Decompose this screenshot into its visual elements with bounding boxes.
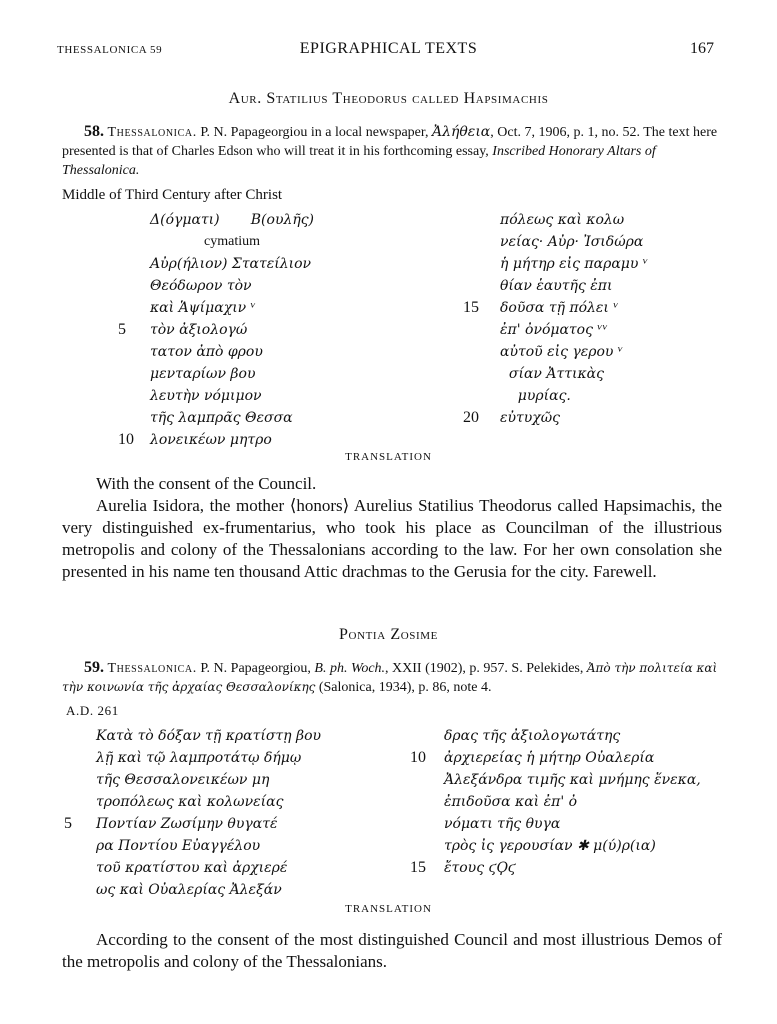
inscription-line: ρα Ποντίου Εὐαγγέλου [96, 838, 261, 854]
translation-paragraph: According to the consent of the most distinguished Council and most illustrious Demos of the metropolis and colony of the Thessalonians. [62, 930, 722, 971]
inscription-line: εὐτυχῶς [500, 410, 561, 426]
entry-59-translation-label: TRANSLATION [345, 903, 432, 915]
page-number: 167 [690, 40, 714, 57]
translation-paragraph: Aurelia Isidora, the mother ⟨honors⟩ Aurelius Statilius Theodorus called Hapsimachis, the very distinguished ex-frumentarius, who took his place as Councilman of the illustrious metropolis and colony of the Thessalonians according to the law. For her own consolation she presented in his name ten thousand Attic drachmas to the Gerusia for the city. Farewell. [62, 496, 722, 581]
inscription-line: cymatium [204, 234, 260, 249]
citation-greek: Ἀπὸ τὴν πολιτεία καὶ τὴν κοινωνία τῆς ἀρχαίας Θεσσαλονίκης [62, 661, 718, 694]
inscription-line: Δ(όγματι) Β(ουλῆς) [150, 212, 315, 228]
line-number: 5 [118, 321, 126, 338]
citation-text: , XXII (1902), p. 957. S. Pelekides, [385, 661, 587, 676]
inscription-line: λονεικέων μητρο [150, 432, 272, 448]
inscription-line: ως καὶ Οὐαλερίας Ἀλεξάν [96, 882, 282, 898]
citation-text: , Oct. 7, 1906, p. 1, no. 52. The text here presented is that of Charles Edson who will treat it in his forthcoming essay, [62, 125, 718, 159]
inscription-line: Ποντίαν Ζωσίμην θυγατέ [96, 816, 278, 832]
inscription-line: τῆς λαμπρᾶς Θεσσα [150, 410, 293, 426]
inscription-line: ἀρχιερείας ἡ μήτηρ Οὐαλερία [444, 750, 655, 766]
inscription-line: αὐτοῦ εἰς γερου ᵛ [500, 344, 624, 360]
inscription-line: ἡ μήτηρ εἰς παραμυ ᵛ [500, 256, 649, 272]
line-number: 15 [410, 859, 426, 876]
inscription-line: Θεόδωρον τὸν [150, 278, 252, 294]
entry-59-citation [62, 658, 720, 697]
inscription-line: θίαν ἑαυτῆς ἐπι [500, 278, 613, 294]
line-number: 10 [410, 749, 426, 766]
inscription-line: λευτὴν νόμιμον [150, 388, 262, 404]
line-number: 5 [64, 815, 72, 832]
inscription-line: τροπόλεως καὶ κολωνείας [96, 794, 284, 810]
entry-59-heading: Pontia Zosime [339, 626, 438, 643]
inscription-line: ἐπ' ὀνόματος ᵛᵛ [500, 322, 608, 338]
inscription-line: λῇ καὶ τῷ λαμπροτάτῳ δήμῳ [96, 750, 302, 766]
inscription-line: πόλεως καὶ κολω [500, 212, 625, 228]
entry-place: Thessalonica. [107, 661, 197, 676]
citation-text: (Salonica, 1934), p. 86, note 4. [315, 680, 492, 695]
entry-58-citation [62, 122, 720, 180]
running-head-left: THESSALONICA 59 [57, 44, 163, 56]
inscription-line: τὸν ἀξιολογώ [150, 322, 248, 338]
citation-italic: B. ph. Woch. [314, 661, 386, 676]
inscription-line: δοῦσα τῇ πόλει ᵛ [500, 300, 619, 316]
entry-number: 58. [84, 123, 104, 140]
inscription-line: Ἀλεξάνδρα τιμῆς καὶ μνήμης ἕνεκα, [444, 772, 701, 788]
entry-place: Thessalonica. [107, 125, 197, 140]
citation-text: P. N. Papageorgiou, [196, 661, 315, 676]
inscription-line: τῆς Θεσσαλονεικέων μη [96, 772, 270, 788]
inscription-line: τρὸς ἰς γερουσίαν ✱ μ(ύ)ρ(ια) [444, 838, 656, 854]
citation-greek: Ἀλήθεια [432, 124, 491, 140]
inscription-line: Κατὰ τὸ δόξαν τῇ κρατίστῃ βου [96, 728, 322, 744]
entry-58-translation [62, 473, 722, 583]
inscription-line: σίαν Ἀττικὰς [500, 366, 604, 382]
inscription-line: μυρίας. [500, 388, 571, 404]
entry-number: 59. [84, 659, 104, 676]
entry-59-date: A.D. 261 [66, 703, 119, 718]
entry-58-heading: Aur. Statilius Theodorus called Hapsimachis [228, 90, 549, 107]
inscription-line: Αὐρ(ήλιον) Στατείλιον [150, 256, 312, 272]
line-number: 10 [118, 431, 134, 448]
inscription-line: νείας· Αὐρ· Ἰσιδώρα [500, 234, 644, 250]
inscription-line: νόματι τῆς θυγα [444, 816, 561, 832]
translation-paragraph: With the consent of the Council. [96, 474, 317, 493]
entry-59-translation [62, 929, 722, 973]
line-number: 20 [463, 409, 479, 426]
line-number: 15 [463, 299, 479, 316]
citation-italic: Inscribed Honorary Altars of Thessalonica. [62, 144, 656, 178]
inscription-line: δρας τῆς ἀξιολογωτάτης [444, 728, 621, 744]
inscription-line: ἐπιδοῦσα καὶ ἐπ' ὀ [444, 794, 578, 810]
inscription-line: τοῦ κρατίστου καὶ ἀρχιερέ [96, 860, 288, 876]
running-head-title: EPIGRAPHICAL TEXTS [299, 40, 478, 57]
citation-text: P. N. Papageorgiou in a local newspaper, [196, 125, 432, 140]
entry-58-date: Middle of Third Century after Christ [62, 187, 283, 203]
inscription-line: ἔτους ϛϘϛ [444, 860, 516, 876]
inscription-line: μενταρίων βου [150, 366, 256, 382]
entry-58-translation-label: TRANSLATION [345, 451, 432, 463]
inscription-line: καὶ Ἁψίμαχιν ᵛ [150, 300, 256, 316]
inscription-line: τατον ἀπὸ φρου [150, 344, 263, 360]
